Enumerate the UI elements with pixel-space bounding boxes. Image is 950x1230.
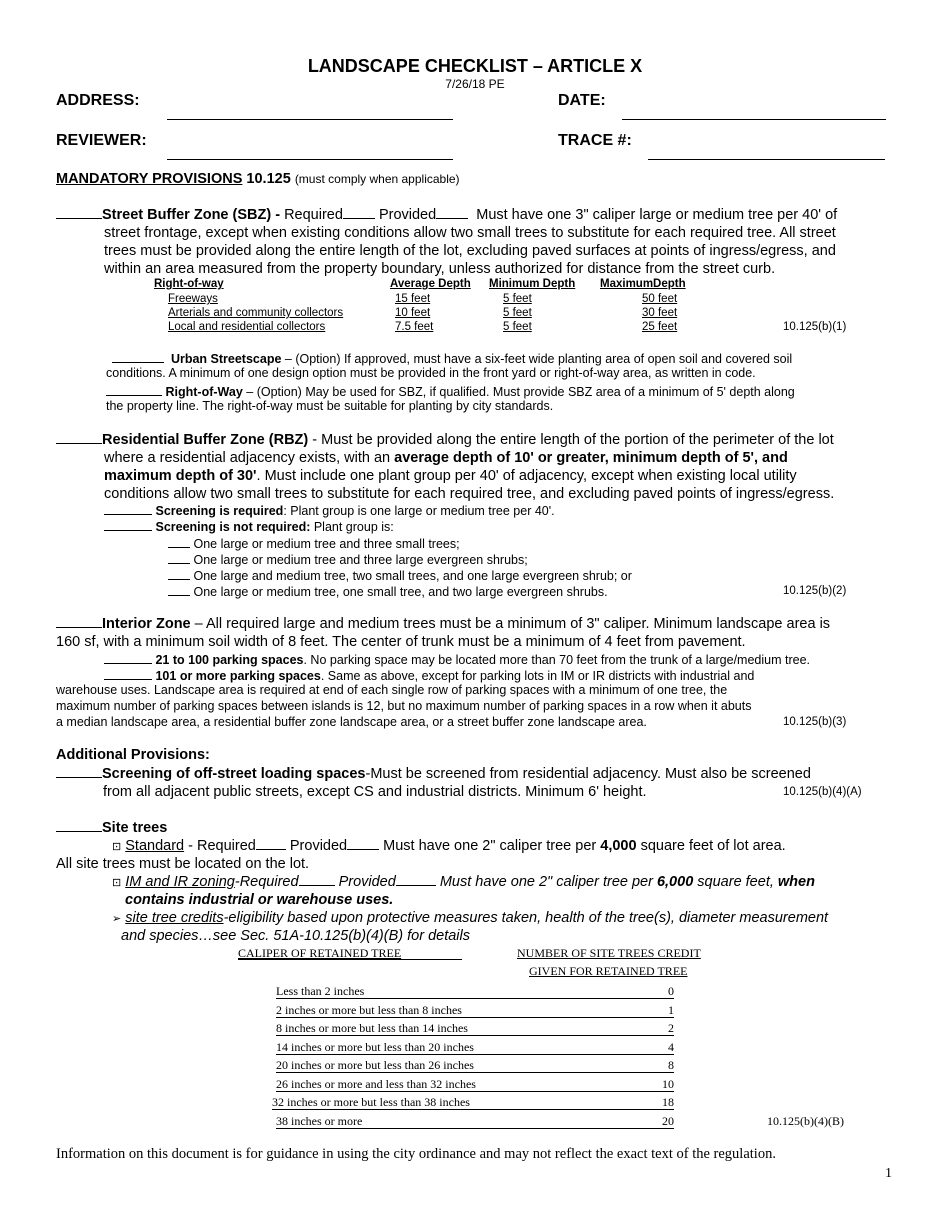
standard-required-blank[interactable] — [256, 837, 286, 850]
p21-line — [104, 651, 810, 668]
p101-blank[interactable] — [104, 667, 152, 680]
rbz-option-2 — [168, 551, 528, 568]
address-field[interactable] — [167, 107, 453, 125]
sbz-row1-type: Freeways — [168, 293, 218, 305]
loading-check-blank[interactable] — [56, 765, 102, 778]
screen-not-blank[interactable] — [104, 518, 152, 531]
urban-title: Urban Streetscape — [170, 352, 282, 366]
p21-title: 21 to 100 parking spaces — [155, 653, 304, 667]
p101-text2: warehouse uses. Landscape area is required at end of each single row of parking spaces with a minimum of one tree, the — [56, 683, 728, 697]
trace-label: TRACE #: — [558, 132, 632, 149]
site-heading-line — [56, 819, 167, 837]
sbz-row2-min: 5 feet — [503, 307, 532, 319]
sbz-row3-avg: 7.5 feet — [395, 321, 434, 333]
credit-col1-rule — [238, 959, 462, 960]
credits-text2: and species…see Sec. 51A-10.125(b)(4)(B) for details — [121, 928, 470, 944]
site-title: Site trees — [102, 820, 168, 836]
date-field[interactable] — [622, 107, 886, 125]
urban-check-blank[interactable] — [112, 350, 164, 363]
sbz-row1-max: 50 feet — [642, 293, 678, 305]
additional-heading: Additional Provisions: — [56, 747, 210, 763]
sbz-line1 — [56, 206, 837, 224]
sbz-col-avg: Average Depth — [390, 278, 471, 290]
credits-label: site tree credits — [125, 910, 224, 926]
urban-line1 — [112, 350, 792, 367]
rbz-text2b: average depth of 10' or greater, minimum depth of 5', and — [394, 450, 788, 466]
credit-row-caliper: 20 inches or more but less than 26 inches — [276, 1058, 474, 1072]
loading-ref: 10.125(b)(4)(A) — [783, 786, 862, 798]
arrow-icon: ➢ — [112, 913, 122, 925]
rbz-option-1-blank[interactable] — [168, 535, 190, 548]
sbz-title: Street Buffer Zone (SBZ) - — [102, 207, 281, 223]
rbz-option-1-text: One large or medium tree and three small trees; — [193, 537, 460, 551]
rbz-option-2-blank[interactable] — [168, 551, 190, 564]
reviewer-label: REVIEWER: — [56, 132, 147, 149]
sbz-text1: Must have one 3" caliper large or medium tree per 40' of — [476, 207, 838, 223]
imir-checkbox-icon[interactable]: ⊡ — [112, 877, 122, 889]
sbz-row2-max: 30 feet — [642, 307, 678, 319]
rbz-option-3-text: One large and medium tree, two small trees, and one large evergreen shrub; or — [193, 569, 632, 583]
rbz-line2 — [104, 449, 788, 467]
credits-text1: -eligibility based upon protective measures taken, health of the tree(s), diameter measurement — [223, 910, 829, 926]
loading-text1: -Must be screened from residential adjacency. Must also be screened — [365, 766, 811, 782]
standard-checkbox-icon[interactable]: ⊡ — [112, 841, 122, 853]
interior-title: Interior Zone — [102, 616, 191, 632]
footer-disclaimer: Information on this document is for guidance in using the city ordinance and may not reflect the exact text of the regulation. — [56, 1146, 776, 1162]
sbz-text2: street frontage, except when existing conditions allow two small trees to substitute for each required tree. All street — [104, 225, 836, 241]
sbz-text3: trees must be provided along the entire length of the lot, excluding paved surfaces at points of ingress/egress, and — [104, 243, 836, 259]
urban-text1: – (Option) If approved, must have a six-feet wide planting area of open soil and covered soil — [284, 352, 793, 366]
standard-label: Standard — [125, 838, 185, 854]
standard-text-c: square feet of lot area. — [636, 838, 786, 854]
rbz-option-2-text: One large or medium tree and three large evergreen shrubs; — [193, 553, 528, 567]
imir-text-b: 6,000 — [656, 874, 694, 890]
loading-text2: from all adjacent public streets, except CS and industrial districts. Minimum 6' height. — [103, 784, 647, 800]
sbz-required-blank[interactable] — [343, 206, 375, 219]
rbz-line3 — [104, 467, 797, 485]
credit-row-caliper: 14 inches or more but less than 20 inches — [276, 1040, 474, 1054]
imir-text-a: Must have one 2" caliper tree per — [435, 874, 657, 890]
sbz-row3-min: 5 feet — [503, 321, 532, 333]
credit-row-value: 10 — [662, 1077, 674, 1091]
credit-ref: 10.125(b)(4)(B) — [767, 1114, 844, 1128]
rbz-text4: conditions allow two small trees to substitute for each required tree, and excluding paved points of ingress/egress. — [104, 486, 835, 502]
interior-ref: 10.125(b)(3) — [783, 716, 847, 728]
credit-row-value: 8 — [668, 1058, 674, 1072]
interior-check-blank[interactable] — [56, 615, 102, 628]
p101-text4: a median landscape area, a residential buffer zone landscape area, or a street buffer zone landscape area. — [56, 715, 647, 729]
site-check-blank[interactable] — [56, 819, 102, 832]
screen-req-title: Screening is required — [155, 504, 284, 518]
sbz-col-row: Right-of-way — [154, 278, 224, 290]
sbz-provided-blank[interactable] — [436, 206, 468, 219]
screen-req-text: : Plant group is one large or medium tree per 40'. — [283, 504, 555, 518]
rbz-option-4-text: One large or medium tree, one small tree, and two large evergreen shrubs. — [193, 585, 608, 599]
date-label: DATE: — [558, 92, 606, 109]
loading-line1 — [56, 765, 811, 783]
interior-text1: – All required large and medium trees must be a minimum of 3" caliper. Minimum landscape area is — [190, 616, 831, 632]
imir-text-d: when — [777, 874, 815, 890]
p101-title: 101 or more parking spaces — [155, 669, 321, 683]
address-label: ADDRESS: — [56, 92, 140, 109]
imir-line — [112, 873, 815, 892]
sbz-check-blank[interactable] — [56, 206, 102, 219]
p101-line — [104, 667, 754, 684]
sbz-row3-type: Local and residential collectors — [168, 321, 326, 333]
standard-text2: All site trees must be located on the lot. — [56, 856, 310, 872]
credit-row-caliper: 26 inches or more and less than 32 inches — [276, 1077, 476, 1091]
p101-text: . Same as above, except for parking lots in IM or IR districts with industrial and — [320, 669, 755, 683]
imir-required-blank[interactable] — [299, 873, 335, 886]
standard-line — [112, 837, 786, 856]
screen-req-line — [104, 502, 555, 519]
credit-row-value: 0 — [668, 984, 674, 998]
rbz-line1 — [56, 431, 834, 449]
urban-text2: conditions. A minimum of one design option must be provided in the front yard or right-of-way area, as written in code. — [106, 366, 756, 380]
row-text2: the property line. The right-of-way must be suitable for planting by city standards. — [106, 399, 554, 413]
rbz-title: Residential Buffer Zone (RBZ) — [102, 432, 309, 448]
imir-provided-blank[interactable] — [396, 873, 436, 886]
credit-row-value: 18 — [662, 1095, 674, 1109]
rbz-text3a: maximum depth of 30' — [104, 468, 257, 484]
rbz-option-3-blank[interactable] — [168, 567, 190, 580]
credit-col1: CALIPER OF RETAINED TREE — [238, 946, 402, 960]
credit-row-caliper: 2 inches or more but less than 8 inches — [276, 1003, 462, 1017]
imir-text-c: square feet, — [693, 874, 778, 890]
credit-row-caliper: 38 inches or more — [276, 1114, 363, 1128]
mandatory-heading — [56, 171, 460, 187]
standard-text-a: Must have one 2" caliper tree per — [379, 838, 601, 854]
imir-text2: contains industrial or warehouse uses. — [125, 892, 394, 908]
loading-title: Screening of off-street loading spaces — [102, 766, 366, 782]
row-title: Right-of-Way — [165, 385, 243, 399]
rbz-option-4-blank[interactable] — [168, 583, 190, 596]
row-line1 — [106, 383, 795, 400]
credit-row-value: 1 — [668, 1003, 674, 1017]
rbz-text2a: where a residential adjacency exists, with an — [104, 450, 395, 466]
sbz-row2-type: Arterials and community collectors — [168, 307, 344, 319]
rbz-ref: 10.125(b)(2) — [783, 585, 847, 597]
rbz-text1: - Must be provided along the entire length of the portion of the perimeter of the lot — [312, 432, 834, 448]
standard-required-label: - Required — [184, 838, 256, 854]
screen-not-line — [104, 518, 394, 535]
interior-line1 — [56, 615, 830, 633]
credit-row-value: 20 — [662, 1114, 674, 1128]
rbz-option-4 — [168, 583, 608, 600]
page-number: 1 — [885, 1166, 892, 1181]
credits-line — [112, 909, 828, 928]
sbz-col-max: MaximumDepth — [600, 278, 686, 290]
sbz-text4: within an area measured from the property boundary, unless authorized for distance from the street curb. — [104, 261, 776, 277]
credit-row-caliper: 32 inches or more but less than 38 inches — [272, 1095, 470, 1109]
mandatory-title: MANDATORY PROVISIONS — [56, 171, 243, 187]
row-check-blank[interactable] — [106, 383, 162, 396]
credit-row-caliper: 8 inches or more but less than 14 inches — [276, 1021, 468, 1035]
p101-text3: maximum number of parking spaces between islands is 12, but no maximum number of parking spaces in a row when it abuts — [56, 699, 752, 713]
imir-required-label: -Required — [234, 874, 299, 890]
standard-text-b: 4,000 — [600, 838, 637, 854]
sbz-row1-min: 5 feet — [503, 293, 532, 305]
credit-row-caliper: Less than 2 inches — [276, 984, 365, 998]
revision-date: 7/26/18 PE — [445, 77, 505, 91]
screen-not-title: Screening is not required: — [155, 520, 311, 534]
credit-row-value: 2 — [668, 1021, 674, 1035]
sbz-required-label: Required — [284, 207, 343, 223]
credit-col2b: GIVEN FOR RETAINED TREE — [529, 964, 688, 978]
standard-provided-blank[interactable] — [347, 837, 379, 850]
sbz-col-min: Minimum Depth — [489, 278, 576, 290]
mandatory-note: (must comply when applicable) — [294, 172, 460, 186]
p21-text: . No parking space may be located more than 70 feet from the trunk of a large/medium tree. — [303, 653, 810, 667]
rbz-option-3 — [168, 567, 632, 584]
sbz-row2-avg: 10 feet — [395, 307, 431, 319]
mandatory-section: 10.125 — [246, 171, 291, 187]
page-title: LANDSCAPE CHECKLIST – ARTICLE X — [307, 56, 643, 76]
imir-label: IM and IR zoning — [125, 874, 235, 890]
trace-field[interactable] — [648, 147, 885, 165]
imir-provided-label: Provided — [338, 874, 396, 890]
interior-text2: 160 sf, with a minimum soil width of 8 feet. The center of trunk must be a minimum of 4 feet from pavement. — [56, 634, 746, 650]
screen-req-blank[interactable] — [104, 502, 152, 515]
sbz-provided-label: Provided — [378, 207, 437, 223]
credit-row-value: 4 — [668, 1040, 674, 1054]
screen-not-text: Plant group is: — [310, 520, 394, 534]
rbz-text3b: . Must include one plant group per 40' of adjacency, except when existing local utility — [256, 468, 797, 484]
standard-provided-label: Provided — [289, 838, 348, 854]
sbz-row3-max: 25 feet — [642, 321, 678, 333]
p21-blank[interactable] — [104, 651, 152, 664]
sbz-ref: 10.125(b)(1) — [783, 321, 847, 333]
rbz-option-1 — [168, 535, 460, 552]
sbz-row1-avg: 15 feet — [395, 293, 431, 305]
reviewer-field[interactable] — [167, 147, 453, 165]
rbz-check-blank[interactable] — [56, 431, 102, 444]
credit-col2a: NUMBER OF SITE TREES CREDIT — [517, 946, 701, 960]
row-text1: – (Option) May be used for SBZ, if qualified. Must provide SBZ area of a minimum of 5' depth along — [246, 385, 795, 399]
